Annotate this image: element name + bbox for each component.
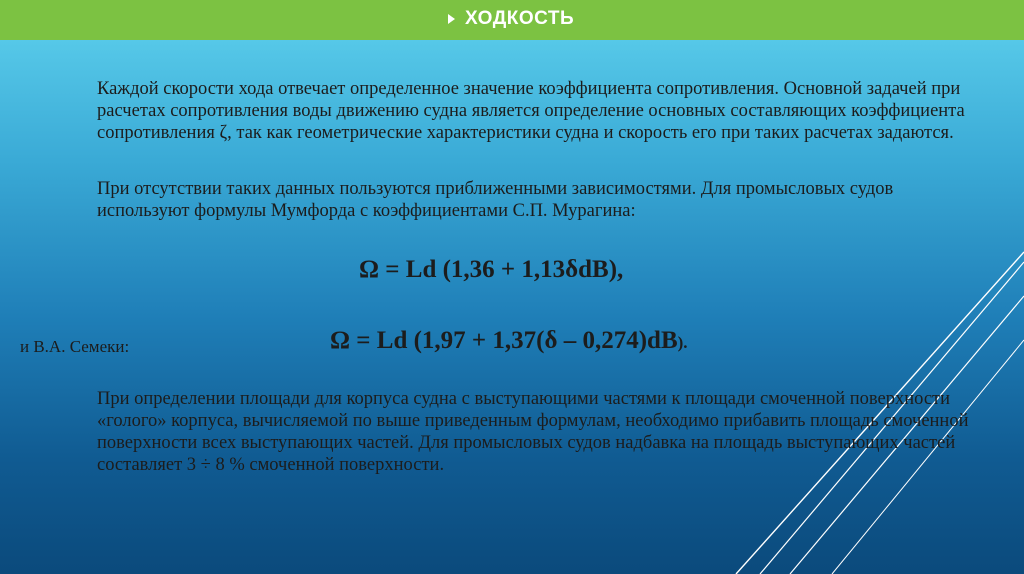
formula-mumford: Ω = Ld (1,36 + 1,13δdB), bbox=[359, 256, 624, 283]
formula-semeki-tail: ). bbox=[677, 333, 688, 352]
formula-semeki-main: Ω = Ld (1,97 + 1,37(δ – 0,274)dB bbox=[330, 327, 678, 354]
semeki-label: и В.А. Семеки: bbox=[20, 337, 130, 356]
paragraph-appendages bbox=[20, 388, 975, 476]
paragraph-1-text: Каждой скорости хода отвечает определенное значение коэффициента сопротивления. Основной задачей при расчетах сопротивления воды движению судна является определение основных составляющих коэффициента сопротивления ζ, так как геометрические характеристики судна и скорость его при таких расчетах задаются. bbox=[97, 79, 965, 143]
formula-semeki bbox=[330, 327, 688, 355]
paragraph-resistance bbox=[20, 78, 975, 144]
slide-title: ХОДКОСТЬ bbox=[465, 8, 575, 29]
paragraph-3-text: При определении площади для корпуса судна с выступающими частями к площади смоченной поверхности «голого» корпуса, вычисляемой по выше приведенным формулам, необходимо прибавить площадь смоченной поверхности всех выступающих частей. Для промысловых судов надбавка на площадь выступающих частей составляет 3 ÷ 8 % смоченной поверхности. bbox=[97, 389, 969, 475]
paragraph-2-text: При отсутствии таких данных пользуются приближенными зависимостями. Для промысловых судов используют формулы Мумфорда с коэффициентами С.П. Мурагина: bbox=[97, 179, 894, 221]
paragraph-approximate bbox=[20, 178, 975, 222]
